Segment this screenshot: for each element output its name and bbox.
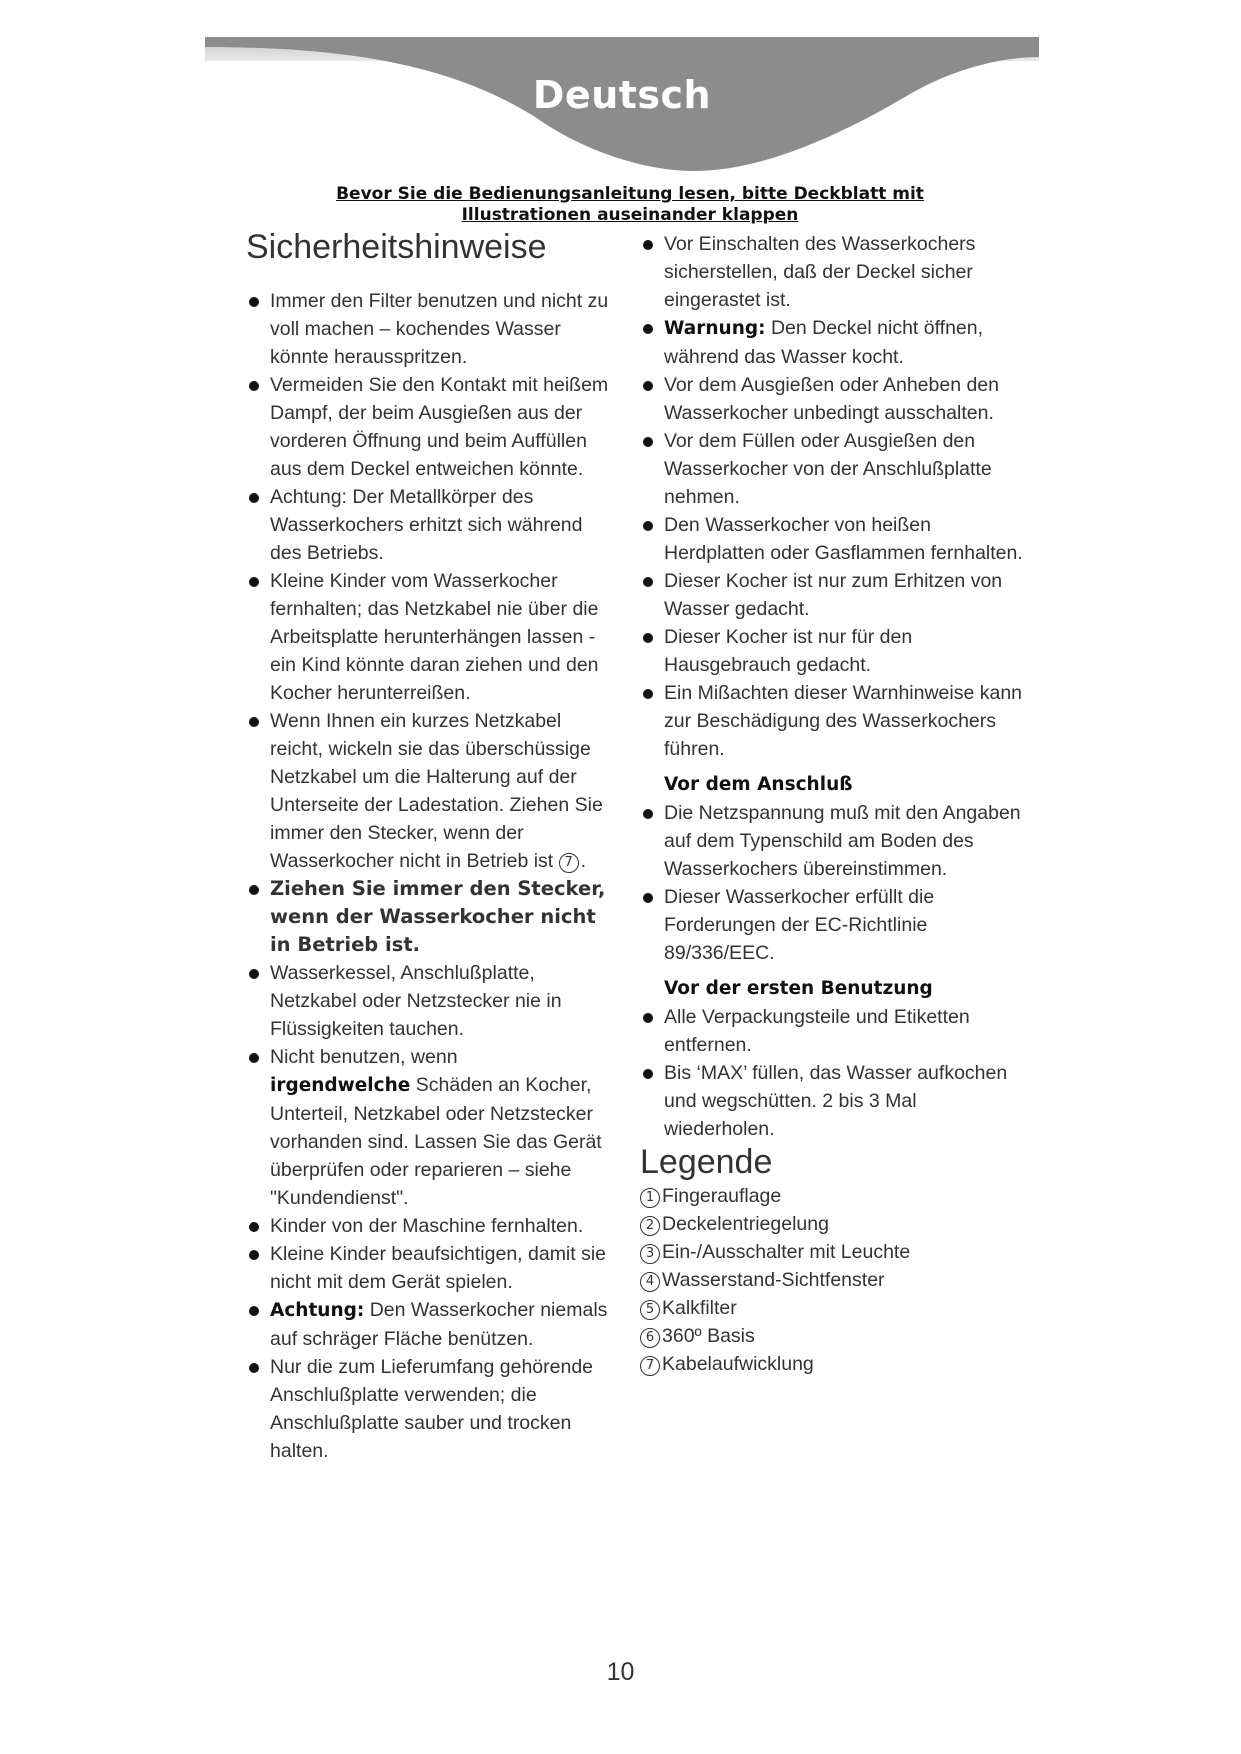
legend-heading: Legende [640,1143,773,1181]
right-column [640,230,1025,1378]
list-item: Vor dem Ausgießen oder Anheben den Wasserkocher unbedingt ausschalten. [640,371,1025,427]
list-item: Kleine Kinder vom Wasserkocher fernhalten; das Netzkabel nie über die Arbeitsplatte herunterhängen lassen - ein Kind könnte daran ziehen und den Kocher herunterreißen. [246,567,616,707]
callout-number-icon: 1 [640,1188,660,1208]
list-item: Dieser Kocher ist nur zum Erhitzen von Wasser gedacht. [640,567,1025,623]
safety-list [246,287,616,1465]
notice-line-1: Bevor Sie die Bedienungsanleitung lesen, bitte Deckblatt mit [336,184,924,204]
callout-number-icon: 5 [640,1300,660,1320]
callout-number-icon: 7 [640,1356,660,1376]
callout-7-icon: 7 [559,853,579,873]
safety-list-continued [640,230,1025,763]
connection-heading: Vor dem Anschluß [664,774,853,795]
callout-number-icon: 3 [640,1244,660,1264]
legend-item: 7 Kabelaufwicklung [640,1350,1025,1378]
callout-number-icon: 4 [640,1272,660,1292]
list-item: Den Wasserkocher von heißen Herdplatten oder Gasflammen fernhalten. [640,511,1025,567]
list-item: Vermeiden Sie den Kontakt mit heißem Dampf, der beim Ausgießen aus der vorderen Öffnung und beim Auffüllen aus dem Deckel entweichen könnte. [246,371,616,483]
list-item: Wenn Ihnen ein kurzes Netzkabel reicht, wickeln sie das überschüssige Netzkabel um die Halterung auf der Unterseite der Ladestation. Ziehen Sie immer den Stecker, wenn der Wasserkocher nicht in Betrieb ist 7 . [246,707,616,875]
legend-item: 6 360º Basis [640,1322,1025,1350]
list-item: Achtung: Der Metallkörper des Wasserkochers erhitzt sich während des Betriebs. [246,483,616,567]
legend-item: 2 Deckelentriegelung [640,1210,1025,1238]
list-item: Vor dem Füllen oder Ausgießen den Wasserkocher von der Anschlußplatte nehmen. [640,427,1025,511]
list-item: Dieser Wasserkocher erfüllt die Forderungen der EC-Richtlinie 89/336/EEC. [640,883,1025,967]
list-item: Kleine Kinder beaufsichtigen, damit sie nicht mit dem Gerät spielen. [246,1240,616,1296]
list-item: Wasserkessel, Anschlußplatte, Netzkabel oder Netzstecker nie in Flüssigkeiten tauchen. [246,959,616,1043]
list-item: Immer den Filter benutzen und nicht zu voll machen – kochendes Wasser könnte herausspritzen. [246,287,616,371]
list-item: Ein Mißachten dieser Warnhinweise kann zur Beschädigung des Wasserkochers führen. [640,679,1025,763]
page-number: 10 [606,1658,635,1686]
legend-item: 4 Wasserstand-Sichtfenster [640,1266,1025,1294]
notice-line-2: Illustrationen auseinander klappen [461,205,799,225]
left-column [246,228,616,1465]
page-language-title: Deutsch [532,73,712,117]
first-use-heading: Vor der ersten Benutzung [664,978,933,999]
first-use-list [640,1003,1025,1143]
list-item: Vor Einschalten des Wasserkochers sicherstellen, daß der Deckel sicher eingerastet ist. [640,230,1025,314]
legend-item: 1 Fingerauflage [640,1182,1025,1210]
safety-heading: Sicherheitshinweise [246,228,547,266]
list-item: Die Netzspannung muß mit den Angaben auf dem Typenschild am Boden des Wasserkochers übereinstimmen. [640,799,1025,883]
callout-number-icon: 6 [640,1328,660,1348]
legend-item: 5 Kalkfilter [640,1294,1025,1322]
list-item: Warnung: Den Deckel nicht öffnen, während das Wasser kocht. [640,314,1025,371]
list-item: Ziehen Sie immer den Stecker, wenn der Wasserkocher nicht in Betrieb ist. [246,875,616,959]
list-item: Nicht benutzen, wenn irgendwelche Schäden an Kocher, Unterteil, Netzkabel oder Netzstecker vorhanden sind. Lassen Sie das Gerät überprüfen oder reparieren – siehe "Kundendienst". [246,1043,616,1212]
list-item: Kinder von der Maschine fernhalten. [246,1212,616,1240]
list-item: Nur die zum Lieferumfang gehörende Anschlußplatte verwenden; die Anschlußplatte sauber und trocken halten. [246,1353,616,1465]
callout-number-icon: 2 [640,1216,660,1236]
legend-list [640,1182,1025,1378]
list-item: Achtung: Den Wasserkocher niemals auf schräger Fläche benützen. [246,1296,616,1353]
list-item: Alle Verpackungsteile und Etiketten entfernen. [640,1003,1025,1059]
connection-list [640,799,1025,967]
fold-out-notice [290,184,970,226]
list-item: Bis ‘MAX’ füllen, das Wasser aufkochen und wegschütten. 2 bis 3 Mal wiederholen. [640,1059,1025,1143]
legend-item: 3 Ein-/Ausschalter mit Leuchte [640,1238,1025,1266]
list-item: Dieser Kocher ist nur für den Hausgebrauch gedacht. [640,623,1025,679]
header-banner [205,37,1039,173]
